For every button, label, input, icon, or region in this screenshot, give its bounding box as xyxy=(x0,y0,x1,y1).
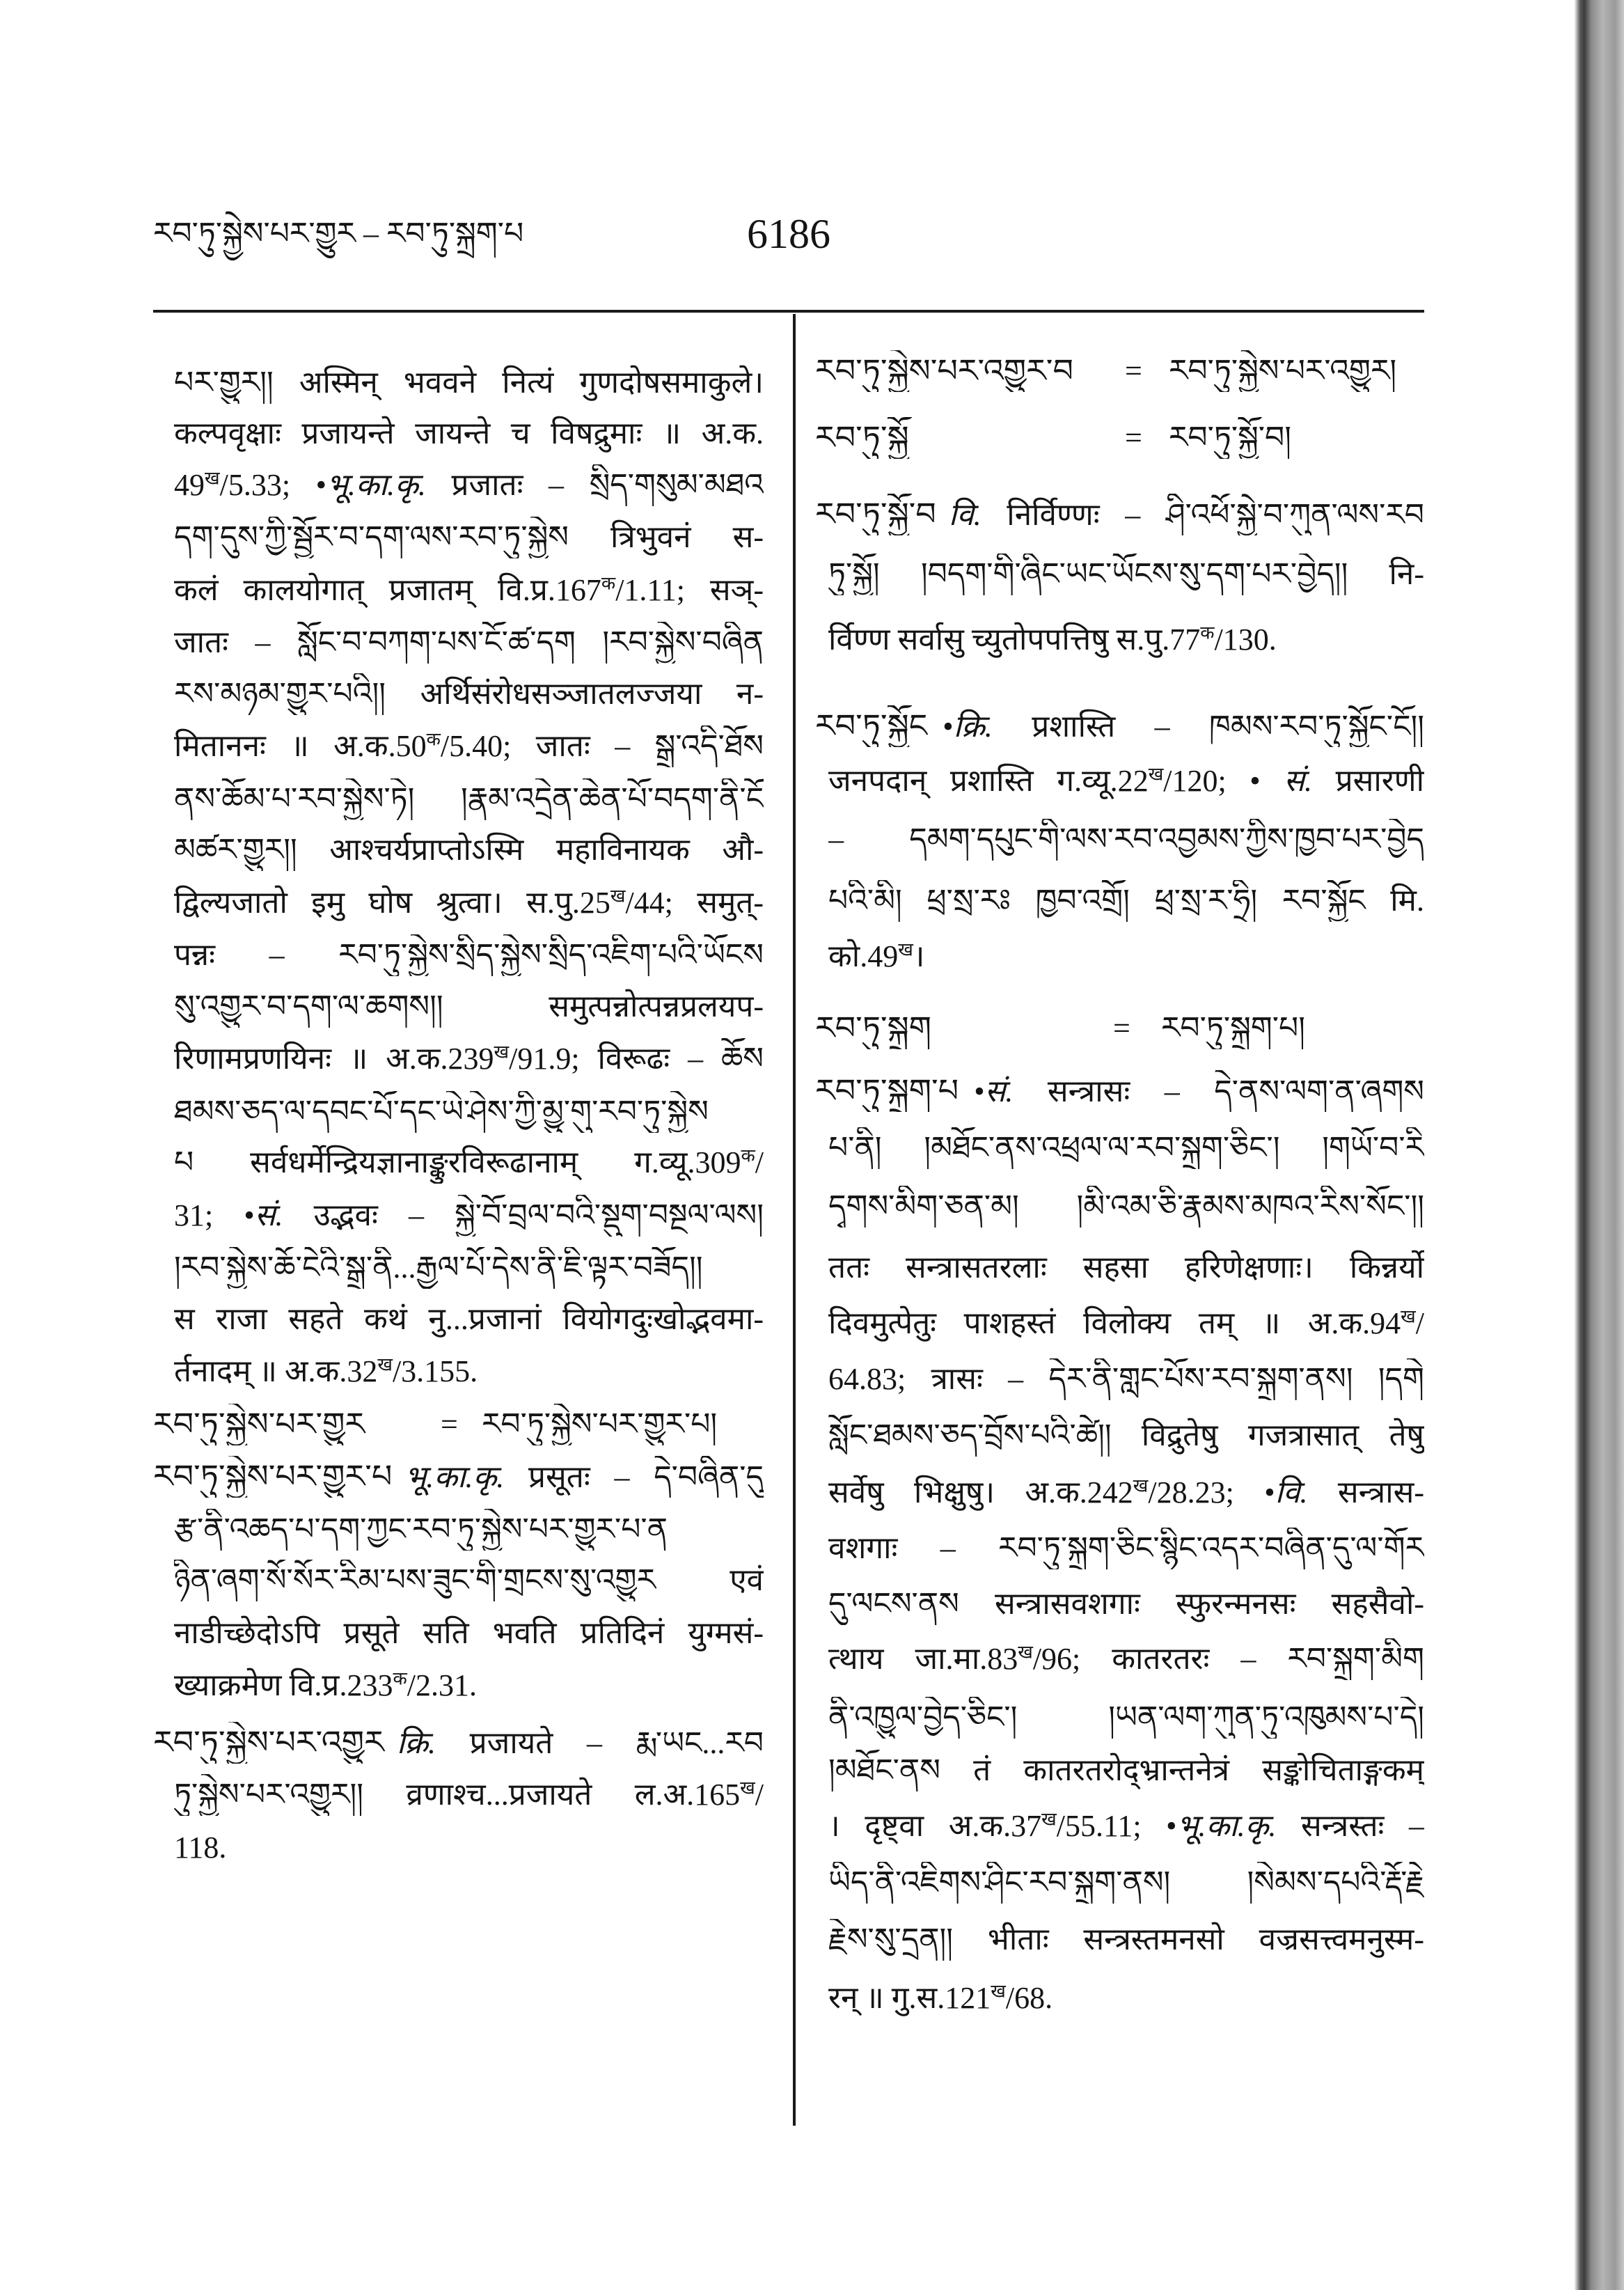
text-line: स राजा सहते कथं नु...प्रजानां वियोगदुःखोद्भवमा- xyxy=(174,1302,764,1336)
text-line: སློང་ཐམས་ཅད་བྲོས་པའི་ཚེ།། विद्रुतेषु गजत्रासात् तेषु xyxy=(828,1418,1424,1452)
grammar-label: भू.का.कृ. xyxy=(404,1460,505,1494)
text-line: दिवमुत्पेतुः पाशहस्तं विलोक्य तम् ॥ $अ.क.94^ख/$ xyxy=(828,1305,1424,1340)
line-text: प्रसारणी xyxy=(1312,764,1424,798)
entry-head-line xyxy=(815,1070,1424,1112)
text-line: त्थाय $जा.मा.83^ख/96$; कातरतरः – རབ་སྐྲག་མིག xyxy=(828,1641,1424,1676)
text-line: पन्नः – རབ་ཏུ་སྐྱེས་སྲིད་སྐྱེས་སྲིད་འཇིག་པའི་ཡོངས xyxy=(174,938,764,972)
cross-reference-entry xyxy=(153,1404,764,1445)
headword: རབ་ཏུ་སྐྱོ་བ xyxy=(815,496,936,532)
text-line: ཏུ་སྐྱོ། །བདག་གི་ཞིང་ཡང་ཡོངས་སུ་དག་པར་བྱེད།། नि- xyxy=(828,557,1424,591)
headword: རབ་ཏུ་སྐྱེས་པར་འགྱུར་བ xyxy=(815,353,1073,389)
text-line: ཐམས་ཅད་ལ་དབང་པོ་དང་ཡེ་ཤེས་ཀྱི་མྱུ་གུ་རབ་ཏུ་སྐྱེས xyxy=(174,1095,709,1129)
text-line: དུ་ལངས་ནས सन्त्रासवशगाः स्फुरन्मनसः सहसैवो- xyxy=(828,1587,1424,1621)
definition: निर्विण्णः – ཤི་འཕོ་སྐྱེ་བ་ཀུན་ལས་རབ xyxy=(981,498,1424,532)
text-line: སུ་འགྱུར་བ་དག་ལ་ཆགས།། समुत्पन्नोत्पन्नप्रलयप- xyxy=(174,989,764,1024)
grammar-label: सं. xyxy=(254,1198,283,1232)
line-text: $49^ख/5.33$; • xyxy=(174,467,326,502)
text-line: 64.83; त्रासः – དེར་ནི་གླང་པོས་རབ་སྐྲག་ནས། །དགེ xyxy=(828,1362,1424,1396)
headword: རབ་ཏུ་སྐྱེས་པར་གྱུར་པ xyxy=(153,1459,393,1494)
text-line xyxy=(828,760,1424,802)
text-line: ནི་འཁྱུལ་བྱེད་ཅིང་། །ཡན་ལག་ཀུན་ཏུ་འཁུམས་པ་དེ། xyxy=(828,1700,1424,1734)
column-divider xyxy=(793,314,796,2126)
text-line: རས་མཉམ་གྱུར་པའི།། अर्थिसंरोधसञ्जातलज्जया न- xyxy=(174,677,764,711)
grammar-label: भू.का.कृ. xyxy=(1176,1809,1277,1843)
entry-head-line xyxy=(815,705,1424,747)
equals-sign: = xyxy=(1125,354,1142,388)
cross-reference-target: རབ་ཏུ་སྐྱེས་པར་གྱུར་པ། xyxy=(482,1407,718,1441)
text-line: $को.49^ख।$ xyxy=(828,939,925,973)
entry-head-line xyxy=(815,494,1424,535)
running-head: རབ་ཏུ་སྐྱེས་པར་གྱུར – རབ་ཏུ་སྐྲག་པ xyxy=(153,217,524,251)
text-line: र्तनादम् ॥ $अ.क.32^ख/3.155$. xyxy=(174,1354,478,1388)
text-line: ख्याक्रमेण $वि.प्र.233^क/2.31$. xyxy=(174,1668,477,1702)
cross-reference-target: རབ་ཏུ་སྐྲག་པ། xyxy=(1161,1011,1305,1045)
grammar-label: वि. xyxy=(1275,1475,1308,1509)
definition: प्रशास्ति – ཁམས་རབ་ཏུ་སྐྱོང་ངོ།། xyxy=(992,709,1424,744)
headword: རབ་ཏུ་སྐྱོང xyxy=(815,708,928,744)
definition: प्रजायते – རྨ་ཡང...རབ xyxy=(436,1726,764,1760)
text-line xyxy=(828,1805,1424,1847)
line-text: सन्त्रस्तः – xyxy=(1276,1809,1424,1843)
definition: प्रसूतः – དེ་བཞིན་དུ xyxy=(504,1460,764,1494)
equals-sign: = xyxy=(1125,421,1142,455)
header-rule xyxy=(153,310,1424,313)
text-line: །རབ་སྐྱེས་ཆོ་ངེའི་སྒྲ་ནི...རྒྱལ་པོ་དེས་ནི་ཇི་ལྟར་བཟོད།། xyxy=(174,1250,703,1285)
cross-reference-entry xyxy=(815,1007,1424,1049)
text-line: །མཐོང་ནས तं कातरतरोद्भ्रान्तनेत्रं सङ्कोचिताङ्गकम् xyxy=(828,1753,1424,1787)
line-text: 31; • xyxy=(174,1198,255,1232)
text-line xyxy=(174,1195,764,1237)
cross-reference-entry xyxy=(815,350,1424,392)
grammar-label: क्रि. xyxy=(953,709,993,744)
line-text: उद्भवः – སྐྱེ་བོ་བྲལ་བའི་སྡུག་བསྔལ་ལས། xyxy=(283,1198,764,1232)
grammar-label: भू.का.कृ. xyxy=(326,468,426,502)
line-text: सर्वेषु भिक्षुषु। $अ.क.242^ख/28.23$; • xyxy=(828,1475,1275,1509)
text-line: ཉིན་ཞག་སོ་སོར་རིམ་པས་ཟུང་གི་གྲངས་སུ་འགྱུར एवं xyxy=(174,1563,764,1597)
text-line xyxy=(174,464,764,506)
bullet: • xyxy=(974,1074,985,1108)
text-line: द्विल्यजातो इमु घोष श्रुत्वा। $स.पु.25^ख/44$; समुत्- xyxy=(174,885,764,920)
equals-sign: = xyxy=(1113,1011,1130,1045)
text-line: པ सर्वधर्मेन्द्रियज्ञानाङ्कुरविरूढानाम् $ग.व्यू.309^क/$ xyxy=(174,1145,764,1179)
text-line: རྗེས་སུ་དྲན།། भीताः सन्त्रस्तमनसो वज्रसत्त्वमनुस्म- xyxy=(828,1922,1424,1956)
text-line: ཡིད་ནི་འཇིགས་ཤིང་རབ་སྐྲག་ནས། །སེམས་དཔའི་རྡོ་རྗེ xyxy=(828,1865,1424,1899)
bullet: • xyxy=(943,709,954,744)
text-line: རྩ་ནི་འཆད་པ་དག་ཀྱང་རབ་ཏུ་སྐྱེས་པར་གྱུར་པ་ན xyxy=(174,1512,668,1546)
text-line: པར་གྱུར།། अस्मिन् भववने नित्यं गुणदोषसमाकुले। xyxy=(174,366,764,400)
text-line: वशगाः – རབ་ཏུ་སྐྲག་ཅིང་སྙིང་འདར་བཞིན་དུ་ལ་གོར xyxy=(828,1531,1424,1565)
text-line: – དམག་དཔུང་གི་ལས་རབ་འབྱམས་ཀྱིས་ཁྱབ་པར་བྱེད xyxy=(828,822,1424,856)
line-text: । दृष्ट्वा $अ.क.37^ख/55.11$; • xyxy=(828,1808,1177,1843)
text-line: ནས་ཆོམ་པ་རབ་སྐྱེས་ཏེ། །རྣམ་འདྲེན་ཆེན་པོ་བདག་ནི་ངོ xyxy=(174,782,764,816)
entry-head-line xyxy=(153,1722,764,1764)
text-line: मिताननः ॥ $अ.क.50^क/5.40$; जातः – སྒྲ་འདི་ཐོས xyxy=(174,728,764,763)
text-line: कल्पवृक्षाः प्रजायन्ते जायन्ते च विषद्रुमाः ॥ अ.क. xyxy=(174,416,764,450)
text-line: जातः – སློང་བ་བཀག་པས་ངོ་ཚ་དག །རབ་སྐྱེས་བཞིན xyxy=(174,625,764,659)
text-line: པ་ནི། །མཐོང་ནས་འཕྲལ་ལ་རབ་སྐྲག་ཅིང་། །གཡོ་བ་རི xyxy=(828,1131,1424,1165)
entry-head-line xyxy=(153,1456,764,1498)
grammar-label: सं. xyxy=(1284,764,1313,798)
text-line: कलं कालयोगात् प्रजातम् $वि.प्र.167^क/1.11$; सञ्- xyxy=(174,572,764,607)
scan-edge xyxy=(1575,0,1624,2290)
definition: सन्त्रासः – དེ་ནས་ལག་ན་ཞགས xyxy=(1013,1074,1424,1108)
headword: རབ་ཏུ་སྐྲག་པ xyxy=(815,1073,959,1108)
cross-reference-target: རབ་ཏུ་སྐྱོ་བ། xyxy=(1169,421,1291,455)
text-line: रिणामप्रणयिनः ॥ $अ.क.239^ख/91.9$; विरूढः – ཆོས xyxy=(174,1041,764,1076)
line-text: सन्त्रास- xyxy=(1307,1475,1424,1509)
cross-reference-target: རབ་ཏུ་སྐྱེས་པར་འགྱུར། xyxy=(1169,354,1397,388)
line-text: जनपदान् प्रशास्ति $ग.व्यू.22^ख/120$; • xyxy=(828,763,1284,798)
text-line: དག་དུས་ཀྱི་སྦྱོར་བ་དག་ལས་རབ་ཏུ་སྐྱེས त्रिभुवनं स- xyxy=(174,520,764,554)
page-number: 6186 xyxy=(747,211,830,257)
text-line: 118. xyxy=(174,1830,227,1865)
equals-sign: = xyxy=(441,1407,458,1441)
text-line: रन् ॥ $गु.स.121^ख/68$. xyxy=(828,1980,1053,2015)
headword: རབ་ཏུ་སྐྲག xyxy=(815,1010,932,1046)
headword: རབ་ཏུ་སྐྱེས་པར་གྱུར xyxy=(153,1406,365,1442)
text-line: नाडीच्छेदोऽपि प्रसूते सति भवति प्रतिदिनं युग्मसं- xyxy=(174,1616,764,1650)
text-line: र्विण्ण सर्वासु च्युतोपपत्तिषु $स.पु.77^क/130$. xyxy=(828,622,1277,657)
grammar-label: सं. xyxy=(984,1074,1014,1108)
line-text: प्रजातः – སྲིད་གསུམ་མཐའ xyxy=(425,468,764,502)
text-line: མཚར་གྱུར།། आश्चर्यप्राप्तोऽस्मि महाविनायक औ- xyxy=(174,833,764,867)
grammar-label: वि. xyxy=(948,498,982,532)
text-line: ततः सन्त्रासतरलाः सहसा हरिणेक्षणाः। किन्नर्यो xyxy=(828,1250,1424,1285)
text-line xyxy=(828,1472,1424,1514)
cross-reference-entry xyxy=(815,417,1424,459)
text-line: ཏུ་སྐྱེས་པར་འགྱུར།། व्रणाश्च...प्रजायते $ल.अ.165^ख/$ xyxy=(174,1777,764,1812)
headword: རབ་ཏུ་སྐྱེས་པར་འགྱུར xyxy=(153,1725,384,1760)
headword: རབ་ཏུ་སྐྱོ xyxy=(815,420,909,455)
text-line: དྭགས་མིག་ཅན་མ། །མི་འམ་ཅི་རྣམས་མཁའ་རིས་སོང་།། xyxy=(828,1189,1424,1223)
grammar-label: क्रि. xyxy=(396,1726,436,1760)
text-line: པའི་མི། ཕྲ་སྲ་རཿ ཁྱབ་འགྲོ། ཕྲ་སྲ་ར་ཧྲི། རབ་སྐྱོང मि. xyxy=(828,884,1424,918)
